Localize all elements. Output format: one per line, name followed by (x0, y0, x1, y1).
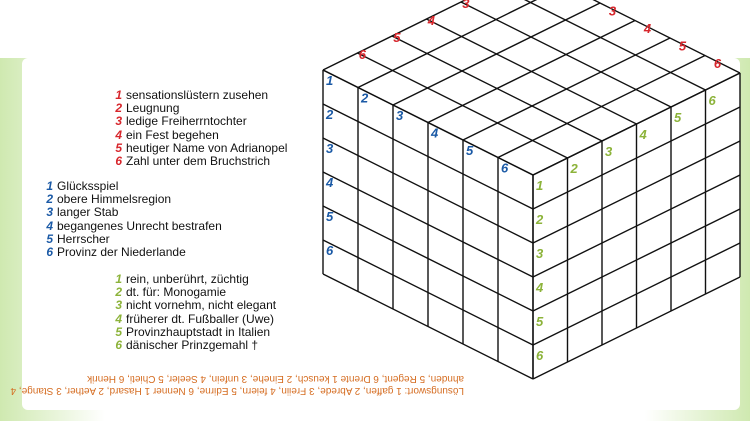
right-top-label-green: 6 (708, 93, 716, 108)
top-line-width (496, 0, 706, 90)
clue-red-1: 1 sensationslüstern zusehen (115, 88, 269, 102)
clue-green-3: 3 nicht vornehm, nicht elegant (115, 298, 277, 313)
right-top-label-green: 5 (674, 110, 682, 125)
clue-green-1: 1 rein, unberührt, züchtig (115, 272, 249, 286)
clue-green-4: 4 früherer dt. Fußballer (Uwe) (115, 311, 275, 326)
front-top-label-blue: 3 (396, 108, 404, 123)
clue-blue-3: 3 langer Stab (46, 205, 119, 220)
top-label-red: 5 (393, 30, 401, 46)
solution-text: Lösungswort: 1 gaffen, 2 Abrede, 3 Freiin, 4 feiern, 5 Edirne, 6 Nenner 1 Hasard, 2 Aether, 3 Stange, 4 ahnden, 5 Regent, 6 Drente 1 keusch, 2 Einehe, 3 unfein, 4 Seeler, 5 Chieti, 6 Henrik (10, 373, 464, 396)
top-label-red: 5 (678, 38, 687, 54)
clue-green-6: 6 dänischer Prinzgemahl † (115, 337, 259, 352)
top-label-red: 4 (643, 21, 652, 37)
top-label-red: 6 (713, 56, 722, 72)
front-left-label-blue: 2 (326, 107, 334, 122)
right-top-label-green: 2 (570, 161, 578, 176)
top-label-red: 6 (358, 47, 366, 63)
front-left-label-blue: 6 (326, 243, 334, 258)
right-top-label-green: 4 (639, 127, 647, 142)
top-line-depth (323, 0, 530, 70)
front-top-label-blue: 2 (361, 90, 369, 106)
right-top-label-green: 3 (605, 144, 613, 159)
clue-blue-4: 4 begangenes Unrecht bestrafen (46, 218, 222, 233)
clue-green-5: 5 Provinzhauptstadt in Italien (115, 324, 271, 339)
clue-red-5: 5 heutiger Name von Adrianopel (115, 140, 288, 155)
top-label-red: 4 (427, 13, 435, 29)
clue-red-3: 3 ledige Freiherrntochter (115, 114, 247, 129)
clue-red-6: 6 Zahl unter dem Bruchstrich (115, 153, 271, 168)
right-left-label-green: 4 (536, 280, 544, 295)
clue-blue-5: 5 Herrscher (46, 231, 110, 246)
clue-blue-1: 1 Glücksspiel (46, 179, 119, 193)
clue-blue-6: 6 Provinz der Niederlande (46, 244, 186, 259)
clue-blue-2: 2 obere Himmelsregion (46, 192, 172, 207)
clue-red-4: 4 ein Fest begehen (115, 127, 219, 142)
top-line-depth (358, 0, 565, 88)
top-label-red: 3 (462, 0, 470, 12)
front-top-label-blue: 5 (466, 143, 474, 158)
top-label-red: 3 (608, 3, 617, 19)
right-left-label-green: 1 (536, 178, 544, 193)
front-left-label-blue: 5 (326, 209, 334, 224)
front-top-label-blue: 4 (431, 125, 439, 141)
right-left-label-green: 5 (536, 314, 544, 329)
front-top-label-blue: 6 (501, 160, 509, 176)
clue-red-2: 2 Leugnung (115, 101, 180, 116)
clue-green-2: 2 dt. für: Monogamie (115, 285, 227, 300)
front-left-label-blue: 1 (326, 73, 334, 88)
right-left-label-green: 2 (536, 212, 544, 227)
front-left-label-blue: 3 (326, 141, 334, 156)
top-line-width (530, 0, 740, 73)
front-left-label-blue: 4 (326, 175, 334, 190)
right-left-label-green: 6 (536, 348, 544, 363)
right-left-label-green: 3 (536, 246, 544, 261)
